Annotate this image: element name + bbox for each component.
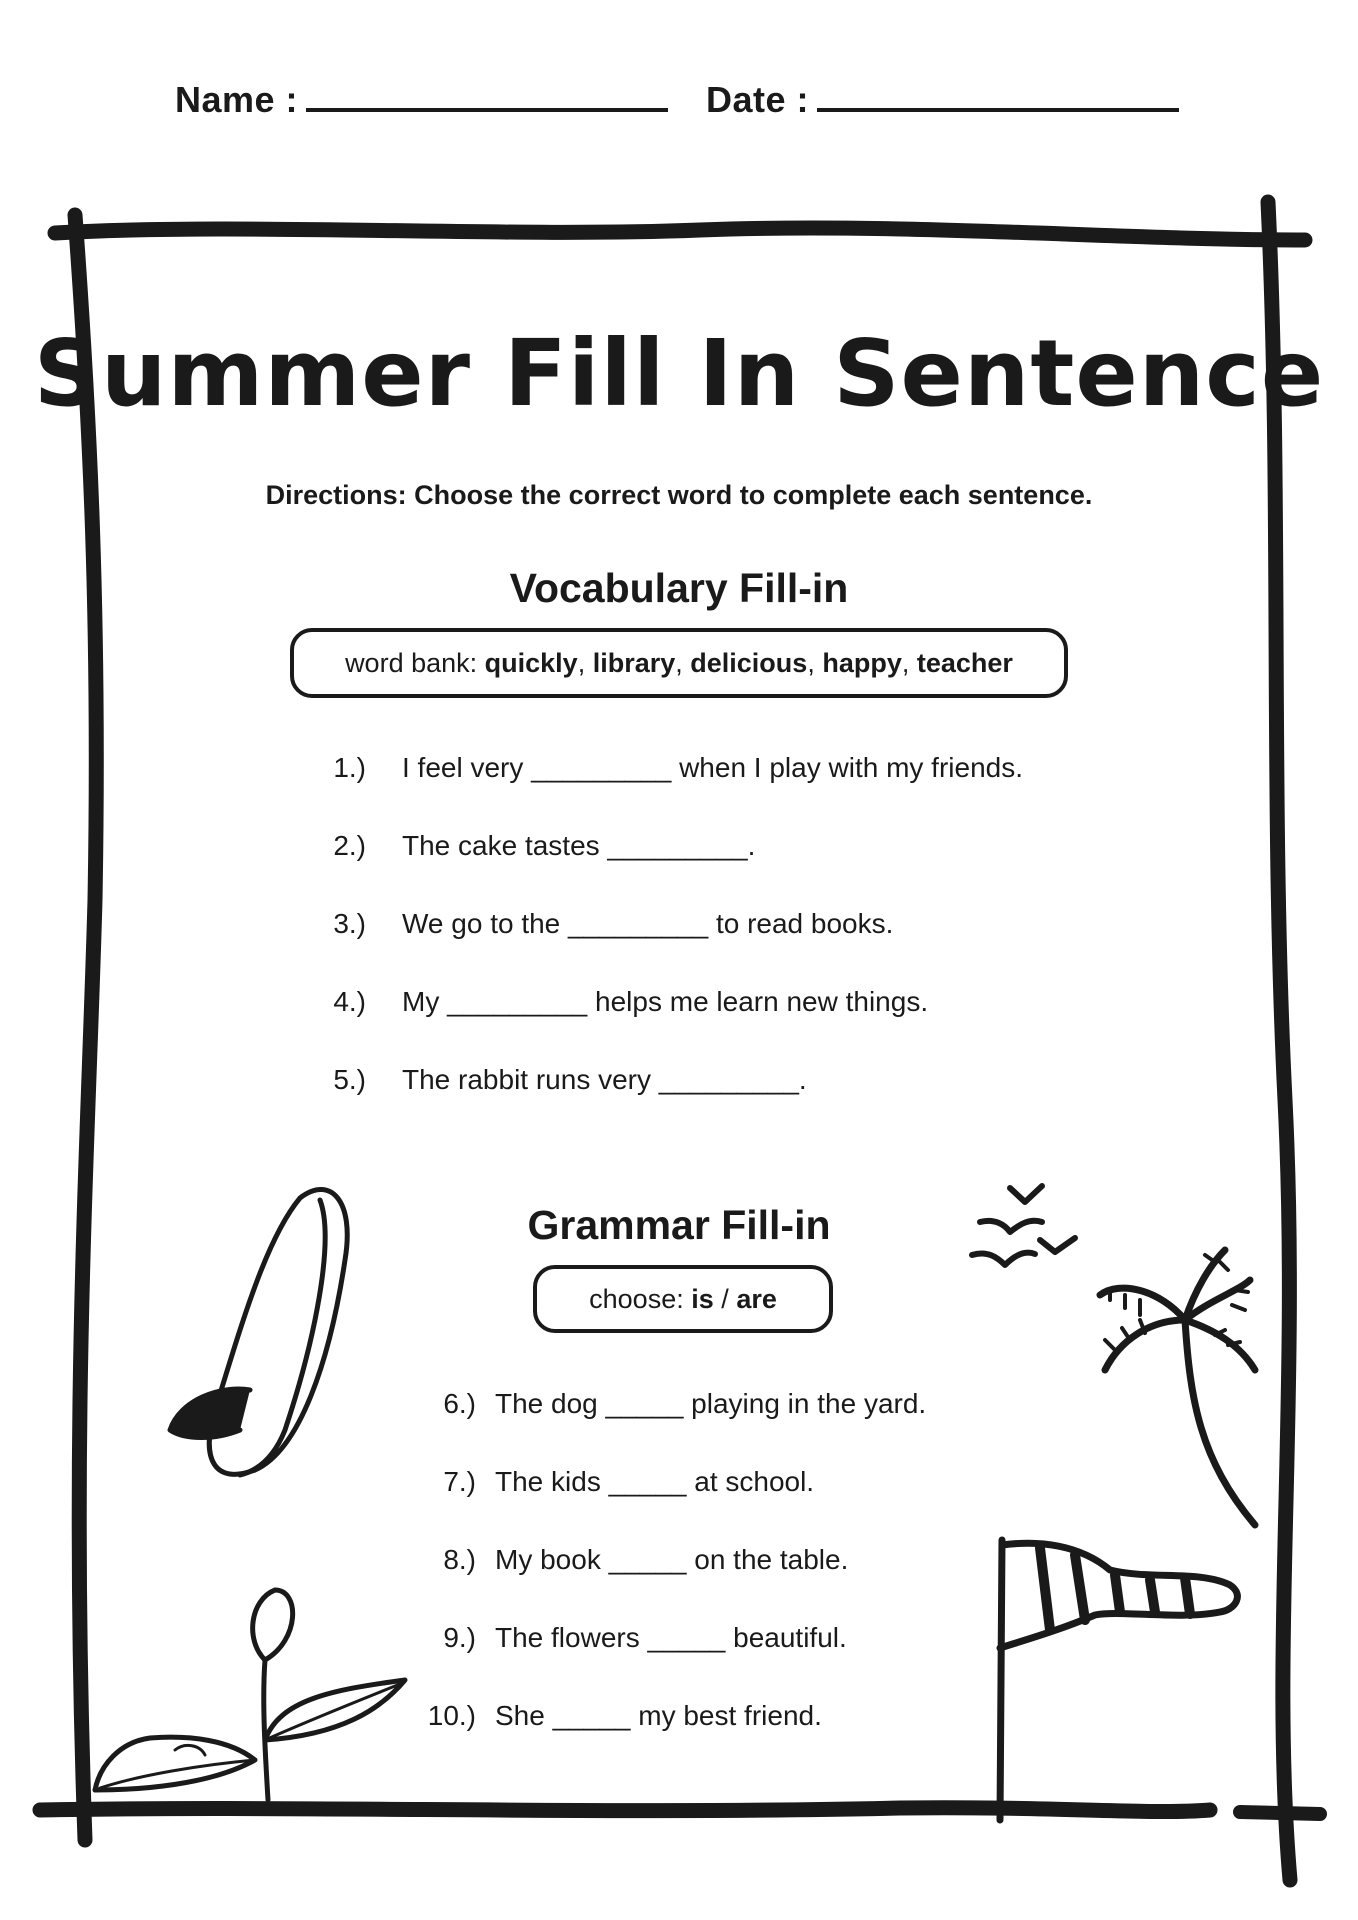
question-text: She _____ my best friend. xyxy=(495,1700,822,1731)
frame-right-border xyxy=(1268,202,1290,1880)
question-number: 8.) xyxy=(443,1544,476,1575)
date-label: Date : xyxy=(706,79,810,120)
palm-tree-icon xyxy=(1100,1250,1255,1525)
name-blank-line[interactable] xyxy=(306,78,668,112)
choice-are: are xyxy=(736,1283,777,1314)
word-bank-word: library xyxy=(592,647,676,678)
question-number: 1.) xyxy=(333,752,366,783)
question-number: 9.) xyxy=(443,1622,476,1653)
question-text: The cake tastes _________. xyxy=(402,830,756,861)
question-text: My _________ helps me learn new things. xyxy=(402,986,929,1017)
date-blank-line[interactable] xyxy=(817,78,1179,112)
question-text: We go to the _________ to read books. xyxy=(402,908,894,939)
question-number: 10.) xyxy=(427,1700,476,1731)
question-number: 5.) xyxy=(333,1064,366,1095)
leaves-plant-icon xyxy=(95,1590,405,1800)
question-text: I feel very _________ when I play with my friends. xyxy=(402,752,1024,783)
frame-bottom-right-stub xyxy=(1240,1812,1320,1814)
question-text: My book _____ on the table. xyxy=(495,1544,849,1575)
choice-separator: / xyxy=(721,1283,729,1314)
frame-top-border xyxy=(55,228,1305,240)
word-bank-label: word bank: xyxy=(345,647,478,678)
name-label: Name : xyxy=(175,79,299,120)
question-text: The kids _____ at school. xyxy=(495,1466,815,1497)
question-text: The dog _____ playing in the yard. xyxy=(495,1388,927,1419)
question-number: 3.) xyxy=(333,908,366,939)
name-field[interactable] xyxy=(175,78,668,121)
choose-label: choose: xyxy=(589,1283,684,1314)
frame-bottom-border xyxy=(40,1808,1210,1812)
word-bank-word: happy xyxy=(822,647,902,678)
question-number: 7.) xyxy=(443,1466,476,1497)
directions-text: Directions: Choose the correct word to complete each sentence. xyxy=(265,480,1093,510)
word-bank-word: delicious xyxy=(690,647,808,678)
vocabulary-heading: Vocabulary Fill-in xyxy=(509,565,849,611)
question-text: The flowers _____ beautiful. xyxy=(495,1622,847,1653)
question-number: 6.) xyxy=(443,1388,476,1419)
page-title: Summer Fill In Sentence xyxy=(33,320,1325,427)
windsock-icon xyxy=(1000,1540,1237,1820)
frame-left-border xyxy=(75,215,96,1840)
question-number: 2.) xyxy=(333,830,366,861)
word-bank-word: teacher xyxy=(916,647,1013,678)
grammar-heading: Grammar Fill-in xyxy=(527,1202,831,1248)
grammar-choice-box xyxy=(533,1265,833,1333)
word-bank-box: word bank: quickly , library , delicious , happy , teacher xyxy=(290,628,1068,698)
choice-is: is xyxy=(691,1283,714,1314)
question-text: The rabbit runs very _________. xyxy=(402,1064,807,1095)
word-bank-word: quickly xyxy=(484,647,578,678)
question-number: 4.) xyxy=(333,986,366,1017)
date-field[interactable] xyxy=(706,78,1179,121)
